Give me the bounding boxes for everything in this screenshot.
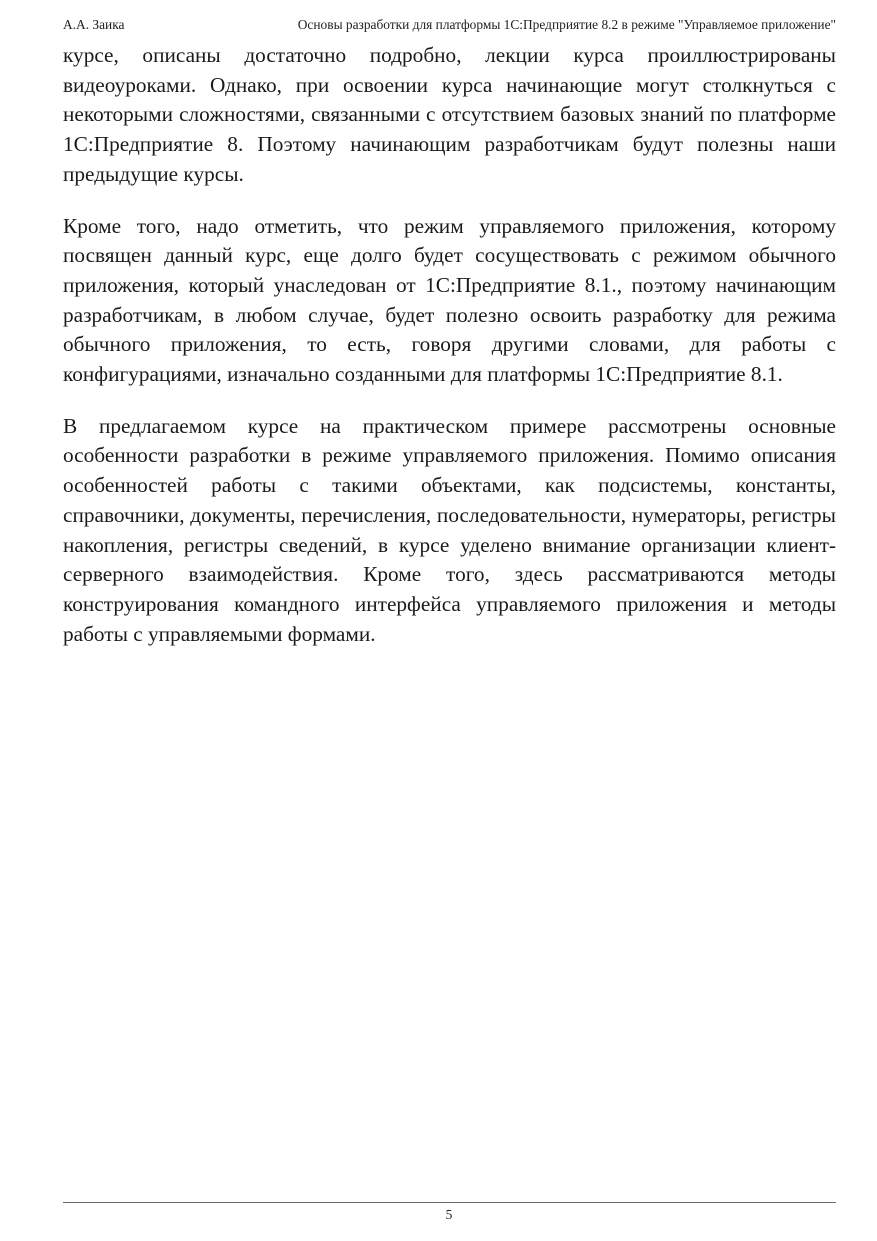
page-header: [63, 15, 836, 35]
paragraph-3: В предлагаемом курсе на практическом примере рассмотрены основные особенности разработки в режиме управляемого приложения. Помимо описания особенностей работы с такими объектами, как подсистемы, константы, справочники, документы, перечисления, последовательности, нумераторы, регистры накопления, регистры сведений, в курсе уделено внимание организации клиент-серверного взаимодействия. Кроме того, здесь рассматриваются методы конструирования командного интерфейса управляемого приложения и методы работы с управляемыми формами.: [63, 413, 836, 646]
paragraph-2: Кроме того, надо отметить, что режим управляемого приложения, которому посвящен данный курс, еще долго будет сосуществовать с режимом обычного приложения, который унаследован от 1С:Предприятие 8.1., поэтому начинающим разработчикам, в любом случае, будет полезно освоить разработку для режима обычного приложения, то есть, говоря другими словами, для работы с конфигурациями, изначально созданными для платформы 1С:Предприятие 8.1.: [63, 213, 836, 387]
page-number: 5: [445, 1207, 453, 1222]
paragraph-1: курсе, описаны достаточно подробно, лекции курса проиллюстрированы видеоуроками. Однако, при освоении курса начинающие могут столкнуться с некоторыми сложностями, связанными с отсутствием базовых знаний по платформе 1С:Предприятие 8. Поэтому начинающим разработчикам будут полезны наши предыдущие курсы.: [63, 43, 836, 186]
document-body: [63, 41, 836, 671]
footer-divider: [63, 1202, 836, 1203]
header-author: А.А. Заика: [63, 17, 125, 32]
header-title: Основы разработки для платформы 1С:Предприятие 8.2 в режиме "Управляемое приложение": [297, 17, 836, 32]
